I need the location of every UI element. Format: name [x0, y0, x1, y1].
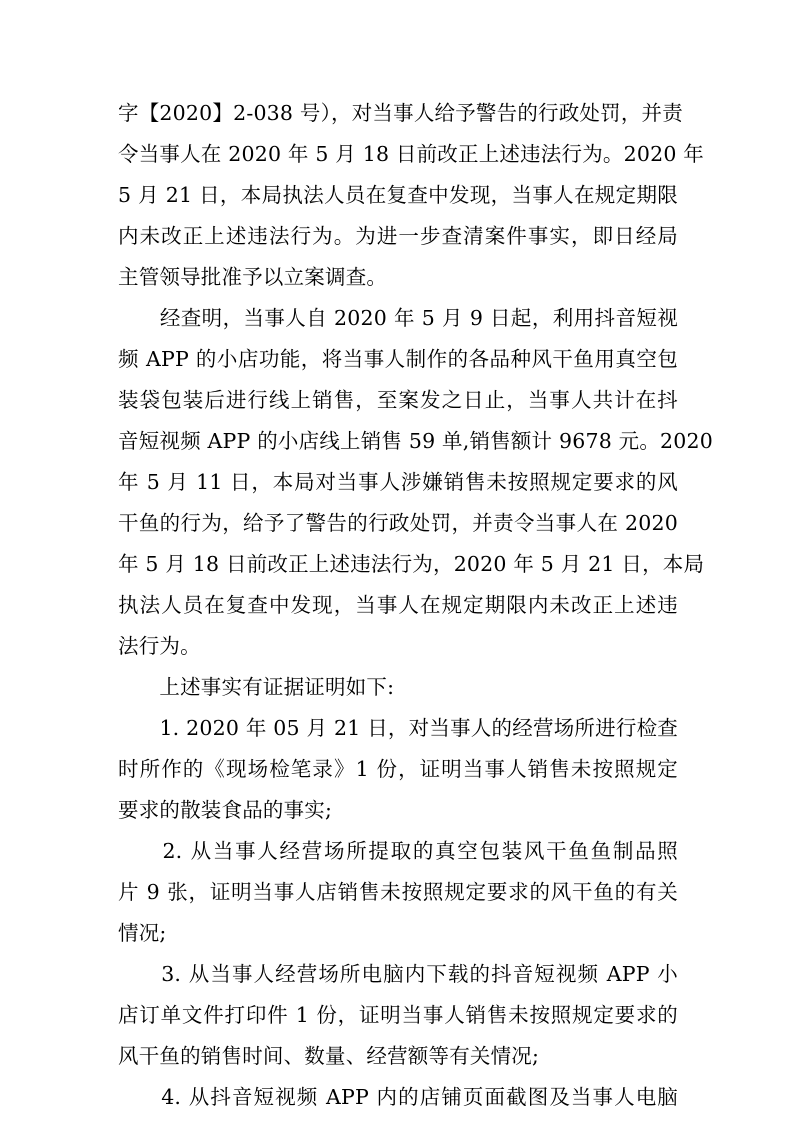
text-line: 风干鱼的销售时间、数量、经营额等有关情况;	[118, 1044, 540, 1068]
text-line: 令当事人在 2020 年 5 月 18 日前改正上述违法行为。2020 年	[118, 142, 704, 166]
text-line: 频 APP 的小店功能，将当事人制作的各品种风干鱼用真空包	[118, 347, 678, 371]
text-line: 音短视频 APP 的小店线上销售 59 单,销售额计 9678 元。2020	[118, 429, 714, 453]
text-line: 上述事实有证据证明如下:	[118, 675, 395, 699]
text-line: 干鱼的行为，给予了警告的行政处罚，并责令当事人在 2020	[118, 511, 678, 535]
text-line: 1. 2020 年 05 月 21 日，对当事人的经营场所进行检查	[118, 716, 678, 740]
text-line: 片 9 张，证明当事人店销售未按照规定要求的风干鱼的有关	[118, 880, 678, 904]
text-line: 2. 从当事人经营场所提取的真空包装风干鱼鱼制品照	[118, 839, 678, 863]
text-line: 字【2020】2-038 号），对当事人给予警告的行政处罚，并责	[118, 101, 683, 125]
text-line: 时所作的《现场检笔录》1 份，证明当事人销售未按照规定	[118, 757, 678, 781]
text-line: 年 5 月 18 日前改正上述违法行为，2020 年 5 月 21 日，本局	[118, 552, 705, 576]
text-line: 主管领导批准予以立案调查。	[118, 265, 388, 289]
text-line: 年 5 月 11 日，本局对当事人涉嫌销售未按照规定要求的风	[118, 470, 678, 494]
text-line: 装袋包装后进行线上销售，至案发之日止，当事人共计在抖	[118, 388, 678, 412]
text-line: 店订单文件打印件 1 份，证明当事人销售未按照规定要求的	[118, 1003, 678, 1027]
text-line: 3. 从当事人经营场所电脑内下载的抖音短视频 APP 小	[118, 962, 678, 986]
text-line: 执法人员在复查中发现，当事人在规定期限内未改正上述违	[118, 593, 678, 617]
text-line: 4. 从抖音短视频 APP 内的店铺页面截图及当事人电脑	[118, 1085, 678, 1109]
text-line: 内未改正上述违法行为。为进一步查清案件事实，即日经局	[118, 224, 678, 248]
text-line: 法行为。	[118, 634, 201, 658]
text-line: 5 月 21 日，本局执法人员在复查中发现，当事人在规定期限	[118, 183, 678, 207]
text-line: 经查明，当事人自 2020 年 5 月 9 日起，利用抖音短视	[118, 306, 678, 330]
text-line: 情况;	[118, 921, 167, 945]
text-line: 要求的散装食品的事实;	[118, 798, 333, 822]
